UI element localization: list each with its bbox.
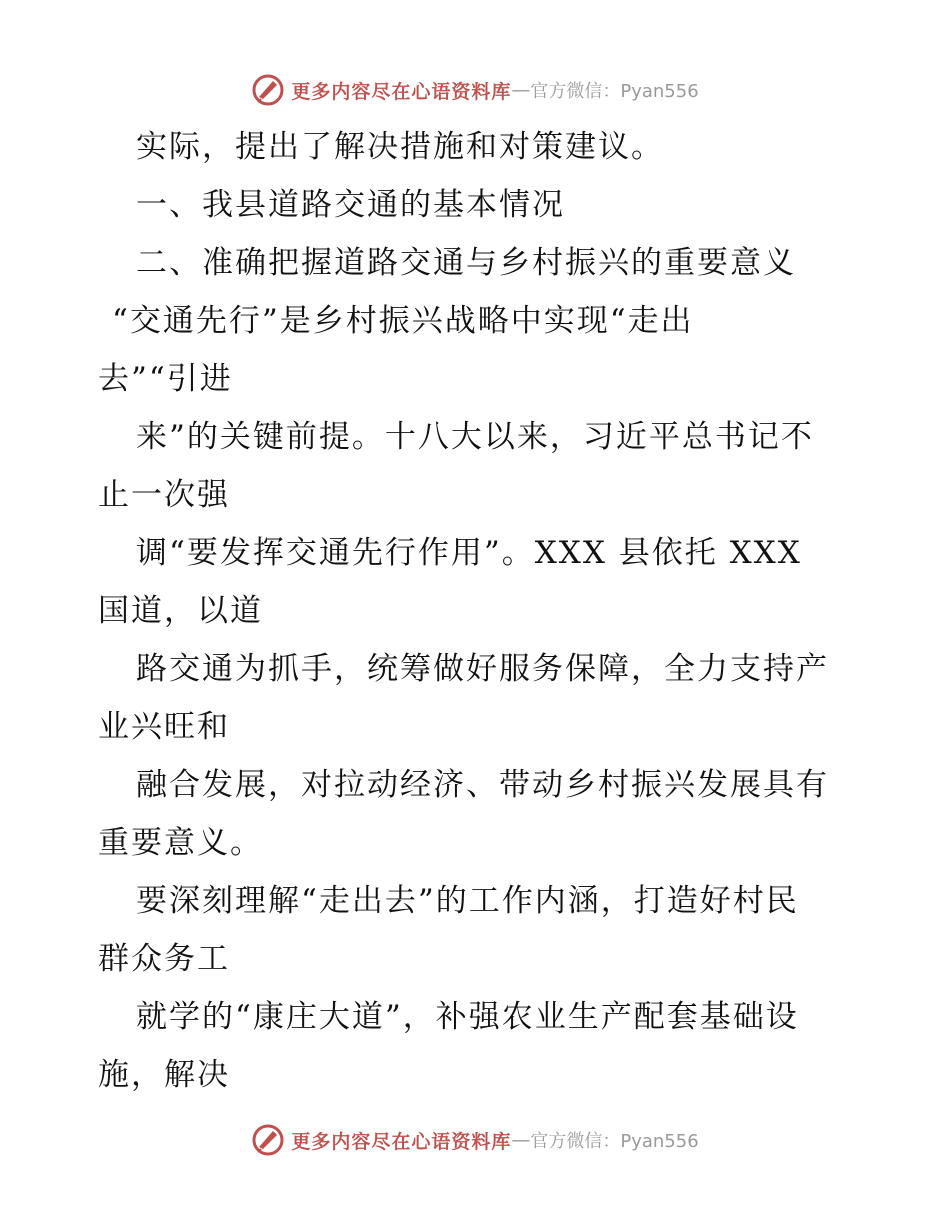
body-line: 来”的关键前提。十八大以来，习近平总书记不	[136, 419, 814, 455]
document-body	[98, 118, 858, 1104]
body-line: 止一次强	[98, 477, 230, 513]
body-line: 群众务工	[98, 941, 230, 977]
body-line: 路交通为抓手，统筹做好服务保障，全力支持产	[136, 651, 829, 687]
footer-banner	[0, 1120, 950, 1160]
footer-site-text: 更多内容尽在心语资料库	[291, 1130, 512, 1153]
header-wechat-text: 官方微信：Pyan556	[530, 81, 699, 102]
body-line: 重要意义。	[98, 825, 263, 861]
footer-dash: —	[511, 1129, 531, 1151]
quill-logo-icon	[251, 73, 285, 107]
body-line: “交通先行”是乡村振兴战略中实现“走出	[112, 303, 694, 339]
header-dash: —	[511, 79, 531, 101]
header-banner	[0, 70, 950, 110]
header-site-text: 更多内容尽在心语资料库	[291, 80, 512, 103]
section-heading: 二、准确把握道路交通与乡村振兴的重要意义	[136, 245, 796, 281]
body-line: 调“要发挥交通先行作用”。XXX 县依托 XXX	[136, 535, 802, 571]
quill-logo-icon	[251, 1123, 285, 1157]
body-line: 业兴旺和	[98, 709, 230, 745]
body-line: 就学的“康庄大道”，补强农业生产配套基础设	[136, 999, 799, 1035]
body-line: 融合发展，对拉动经济、带动乡村振兴发展具有	[136, 767, 829, 803]
body-line: 实际，提出了解决措施和对策建议。	[136, 129, 664, 165]
body-line: 要深刻理解“走出去”的工作内涵，打造好村民	[136, 883, 799, 919]
section-heading: 一、我县道路交通的基本情况	[136, 187, 565, 223]
body-line: 去”“引进	[98, 361, 233, 397]
body-line: 国道，以道	[98, 593, 263, 629]
footer-wechat-text: 官方微信：Pyan556	[530, 1131, 699, 1152]
body-line: 施，解决	[98, 1057, 230, 1093]
